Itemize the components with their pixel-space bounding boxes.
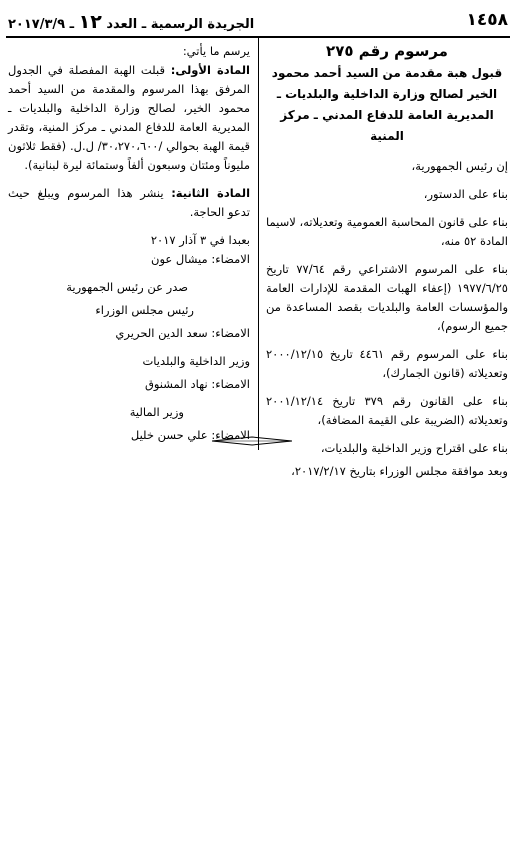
page-header [6,6,510,38]
preamble-line: بناء على القانون رقم ٣٧٩ تاريخ ٢٠٠١/١٢/١٤ وتعديلاته (الضريبة على القيمة المضافة)، [266,394,508,427]
article-1-text: قبلت الهبة المفصلة في الجدول المرفق بهذا المرسوم والمقدمة من السيد أحمد محمود الخير، لصالح وزارة الداخلية والبلديات ـ المديرية العامة للدفاع المدني ـ مركز المنية، وتقدر قيمة الهبة بحوالي /٣٠،٢٧٠،٦٠٠/ ل.ل. (فقط ثلاثون مليوناً ومئتان وسبعون ألفاً وستمائة ليرة لبنانية). [8,63,250,172]
page-number: ١٤٥٨ [466,10,508,30]
article-2-title: المادة الثانية: [171,186,251,200]
end-ornament [212,435,292,447]
preamble-line: بناء على اقتراح وزير الداخلية والبلديات، [320,441,508,455]
finance-minister-signature: الامضاء: علي حسن خليل [130,428,250,442]
preamble-line: بناء على المرسوم رقم ٤٤٦١ تاريخ ٢٠٠٠/١٢/١٥ وتعديلاته (قانون الجمارك)، [266,347,508,380]
column-divider [258,38,259,450]
president-signature: الامضاء: ميشال عون [151,252,250,266]
preamble-line: بناء على قانون المحاسبة العمومية وتعديلاته، لاسيما المادة ٥٢ منه، [266,215,508,248]
issue-date: ـ ٢٠١٧/٣/٩ [8,17,75,32]
article-2 [8,184,250,222]
left-column [8,42,250,445]
preamble-line: إن رئيس الجمهورية، [411,159,508,173]
article-2-text: ينشر هذا المرسوم ويبلغ حيث تدعو الحاجة. [8,186,250,219]
decree-title: مرسوم رقم ٢٧٥ [326,42,448,60]
issue-line [8,11,254,33]
finance-minister-title: وزير المالية [129,405,184,419]
preamble-line: بناء على المرسوم الاشتراعي رقم ٧٧/٦٤ تاريخ ١٩٧٧/٦/٢٥ (إعفاء الهبات المقدمة للإدارات العامة والمؤسسات العامة والبلديات بقصد المساعدة من جميع الرسوم)، [266,262,508,333]
issued-by: صدر عن رئيس الجمهورية [66,280,188,294]
preamble-line: بناء على الدستور، [423,187,508,201]
decree-subject: قبول هبة مقدمة من السيد أحمد محمود الخير لصالح وزارة الداخلية والبلديات ـ المديرية العامة للدفاع المدني ـ مركز المنية [271,66,503,143]
pm-title: رئيس مجلس الوزراء [95,303,194,317]
issue-place-date: بعبدا في ٣ آذار ٢٠١٧ [150,233,250,247]
gazette-name: الجريدة الرسمية ـ العدد [106,17,255,32]
interior-minister-signature: الامضاء: نهاد المشنوق [144,377,250,391]
issue-number: ١٢ [78,11,102,33]
decrees-intro: يرسم ما يأتي: [182,44,250,58]
pm-signature: الامضاء: سعد الدين الحريري [115,326,250,340]
interior-minister-title: وزير الداخلية والبلديات [142,354,250,368]
preamble-line: وبعد موافقة مجلس الوزراء بتاريخ ٢٠١٧/٢/١٧، [291,464,508,478]
article-1-title: المادة الأولى: [170,63,250,77]
right-column [266,42,508,481]
article-1 [8,61,250,175]
